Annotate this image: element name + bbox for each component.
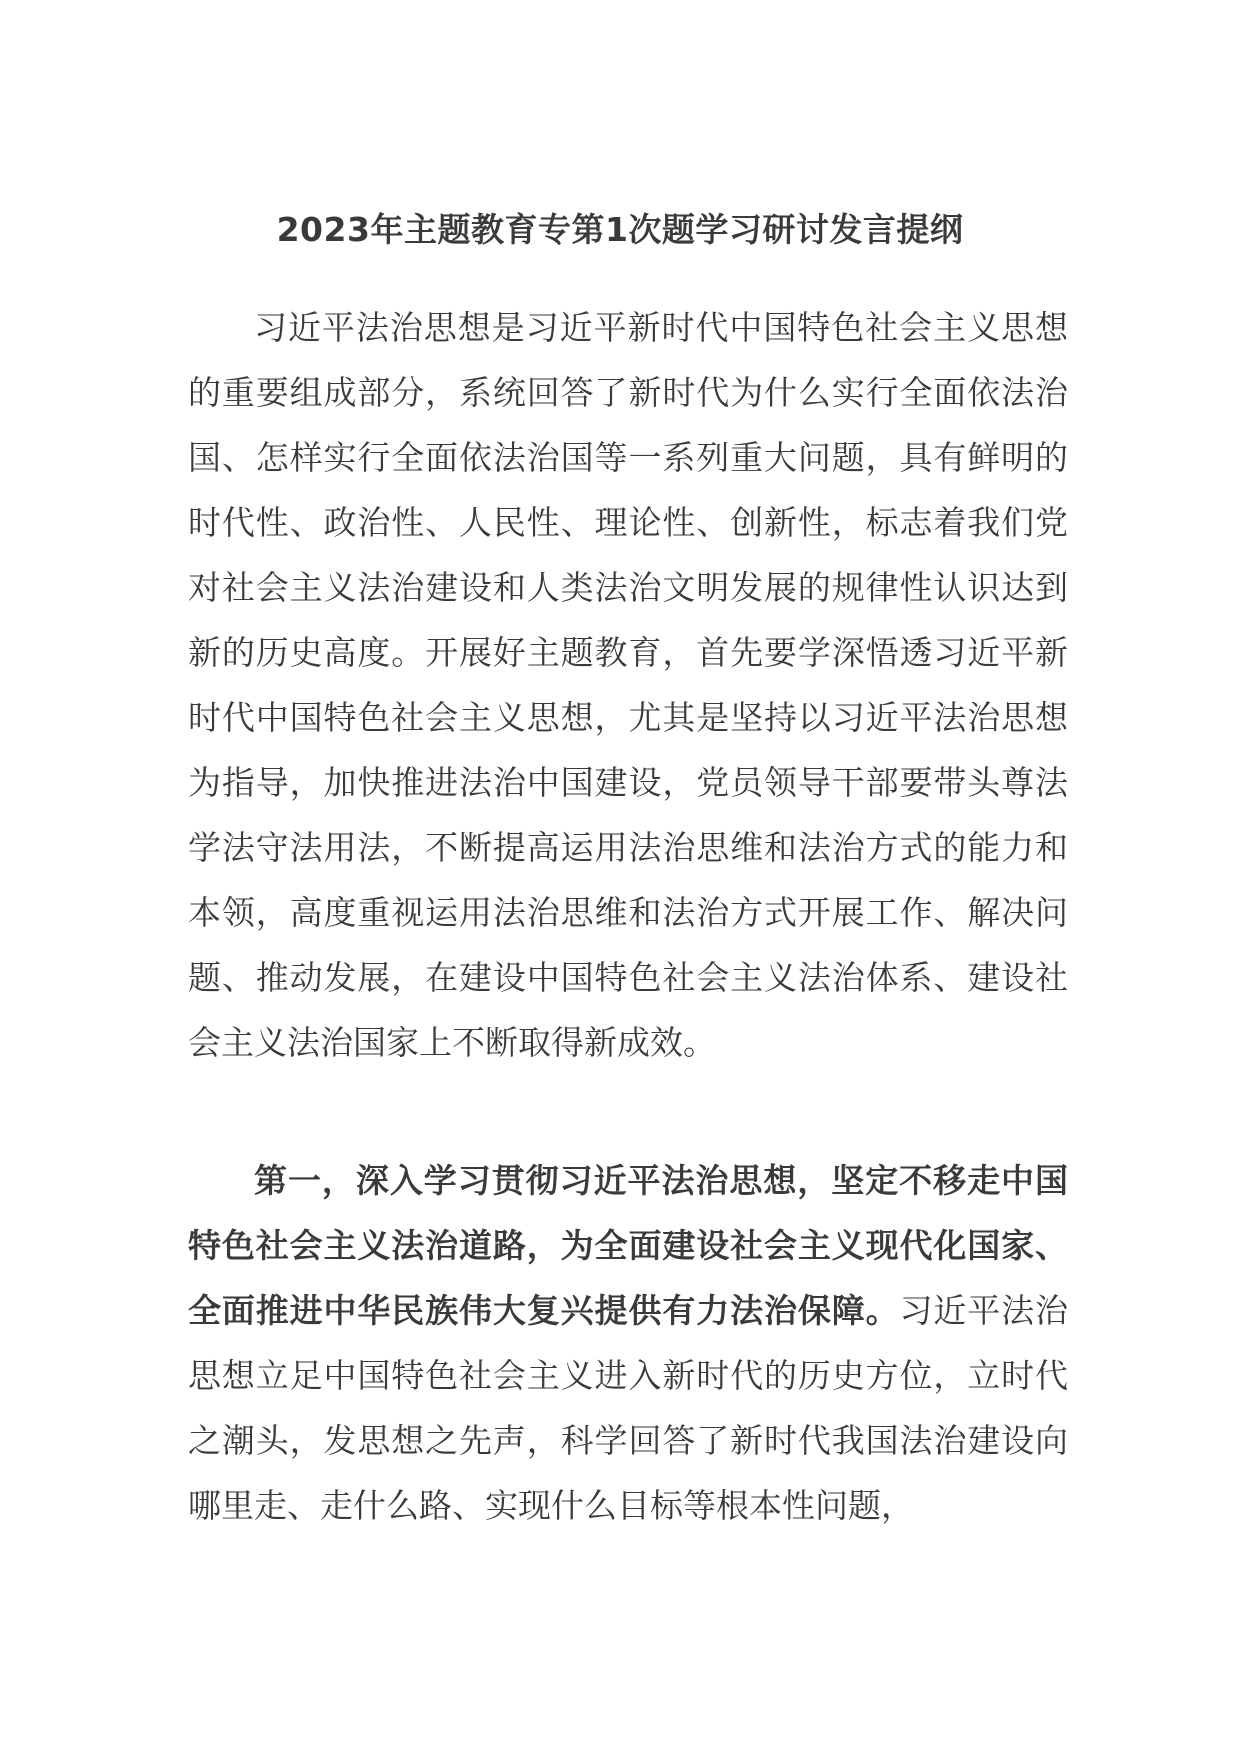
paragraph-intro: [188, 295, 1068, 1075]
paragraph-first-point: [188, 1148, 1068, 1538]
document-title: 2023年主题教育专第1次题学习研讨发言提纲: [276, 210, 964, 249]
paragraph-intro-text: 习近平法治思想是习近平新时代中国特色社会主义思想的重要组成部分，系统回答了新时代为什么实行全面依法治国、怎样实行全面依法治国等一系列重大问题，具有鲜明的时代性、政治性、人民性、理论性、创新性，标志着我们党对社会主义法治建设和人类法治文明发展的规律性认识达到新的历史高度。开展好主题教育，首先要学深悟透习近平新时代中国特色社会主义思想，尤其是坚持以习近平法治思想为指导，加快推进法治中国建设，党员领导干部要带头尊法学法守法用法，不断提高运用法治思维和法治方式的能力和本领，高度重视运用法治思维和法治方式开展工作、解决问题、推动发展，在建设中国特色社会主义法治体系、建设社会主义法治国家上不断取得新成效。: [188, 308, 1068, 1062]
paragraph-first-point-heading: 第一，深入学习贯彻习近平法治思想，坚定不移走中国特色社会主义法治道路，为全面建设社会主义现代化国家、全面推进中华民族伟大复兴提供有力法治保障。: [188, 1161, 1068, 1330]
paragraph-first-point-text: 习近平法治思想立足中国特色社会主义进入新时代的历史方位，立时代之潮头，发思想之先声，科学回答了新时代我国法治建设向哪里走、走什么路、实现什么目标等根本性问题，: [188, 1291, 1069, 1525]
